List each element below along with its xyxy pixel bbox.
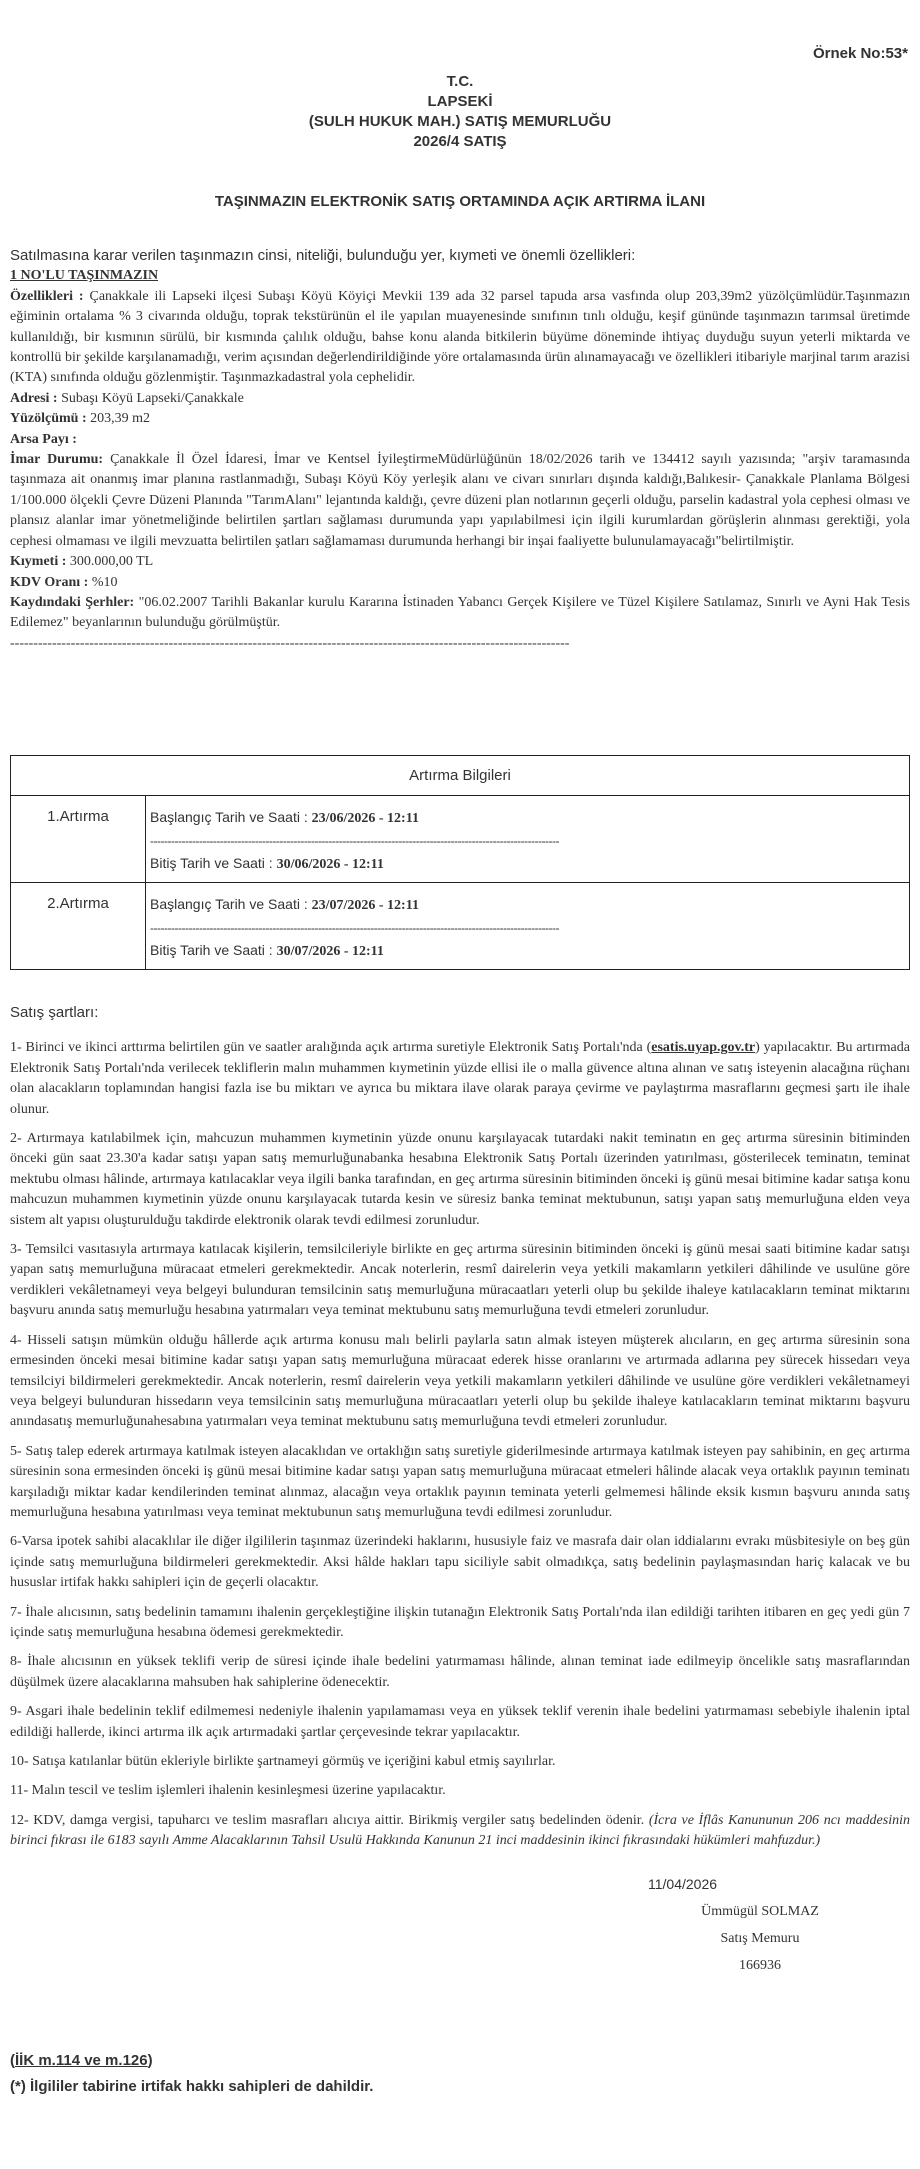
auction-start-label: Başlangıç Tarih ve Saati : — [150, 896, 312, 912]
property-area — [10, 409, 910, 429]
auction-row-label: 1.Artırma — [11, 796, 146, 883]
vat-label: KDV Oranı : — [10, 574, 89, 590]
term-item: 7- İhale alıcısının, satış bedelinin tamamını ihalenin gerçekleştiğine ilişkin tutanağın Elektronik Satış Portalı'nda ilan edildiği tarihten itibaren en geç yedi gün 7 içinde satış memurluğuna hesabına ödemesi gerekmektedir. — [10, 1604, 910, 1640]
value-label: Kıymeti : — [10, 554, 67, 570]
signer-name: Ümmügül SOLMAZ — [701, 1904, 819, 1919]
term-1-text-b: ) yapılacaktır. Bu artırmada Elektronik Satış Portalı'nda verilecek tekliflerin malın muhammen kıymetinin yüzde ellisi ile o malla güvence altına alınan ve satış isteyenin alacağına rüçhanı olan alacakların toplamından hangisi fazla ise bu miktarı ve ayrıca bu miktara ilave olarak paraya çevirme ve paylaştırma masraflarını geçmesi şartı ile ihale olunur. — [10, 1040, 910, 1117]
auction-table-header-row — [11, 756, 910, 796]
property-section — [10, 246, 910, 654]
auction-table — [10, 755, 910, 970]
header-line-3: (SULH HUKUK MAH.) SATIŞ MEMURLUĞU — [308, 113, 612, 130]
auction-start-value: 23/07/2026 - 12:11 — [311, 898, 419, 913]
term-item: 2- Artırmaya katılabilmek için, mahcuzun muhammen kıymetinin yüzde onunu karşılayacak tutardaki nakit teminatın en geç artırma süresinin bitiminden önceki gün saat 23.30'a kadar satışı yapan satış memurluğunabanka hesabına Elektronik Satış Portalı üzerinden yatırılması, gösterilecek teminatın, teminat mektubu olması hâlinde, artırmaya katılacaklar veya ilgili banka tarafından, en geç artırma süresinin bitiminden önceki iş günü mesai bitimine kadar satışa konu mahcuzun muhammen kıymetinin yüzde onunu karşılayacak tutarda kesin ve süresiz banka teminat mektubunun, satışı yapan satış memurluğuna elden veya sistem alt yapısı oluşturulduğu takdirde elektronik olarak tevdi edilmesi zorunludur. — [10, 1131, 910, 1228]
auction-end-label: Bitiş Tarih ve Saati : — [150, 942, 277, 958]
property-features — [10, 287, 910, 389]
term-item: 10- Satışa katılanlar bütün ekleriyle birlikte şartnameyi görmüş ve içeriğini kabul etmiş sayılırlar. — [10, 1754, 556, 1769]
signer-title: Satış Memuru — [720, 1931, 800, 1946]
area-label: Yüzölçümü : — [10, 411, 87, 427]
term-item: 4- Hisseli satışın mümkün olduğu hâllerde açık artırma konusu malı belirli paylarla satın almak isteyen müşterek alıcıların, en geç artırma süresinin sona ermesinden önceki mesai bitimine kadar satışı yapan satış memurluğuna müracaat ederek hisse oranlarını ve artırmada adlarına pey sürecek hissedarı veya temsilciyi bildirmeleri gerekmektedir. Ancak noterlerin, resmî dairelerin veya yetkili makamların yetkileri dâhilinde ve usulüne göre verdikleri vekâletnameyi veya belgeyi bulunduran hissedarın veya temsilcinin satış memurluğuna müracaatları yeterli olup bu şekilde ihaleye katılacakların teminat miktarını başvuru anındasatış memurluğunahesabına yatırmaları veya teminat mektubunu satış memurluğuna tevdi etmeleri zorunludur. — [10, 1332, 910, 1430]
auction-row-divider: --------------------------------------------------------------------------------------------------------------------- — [150, 921, 560, 935]
term-item: 11- Malın tescil ve teslim işlemleri ihalenin kesinleşmesi üzerine yapılacaktır. — [10, 1783, 446, 1799]
property-restrictions — [10, 593, 910, 634]
auction-row-dates — [146, 883, 910, 970]
auction-end — [150, 939, 905, 963]
signature-date: 11/04/2026 — [648, 1876, 718, 1892]
sale-terms — [10, 1003, 910, 1861]
esatis-link[interactable]: esatis.uyap.gov.tr — [651, 1040, 756, 1056]
address-label: Adresi : — [10, 390, 58, 406]
value-text: 300.000,00 TL — [66, 554, 154, 570]
header-line-4: 2026/4 SATIŞ — [413, 133, 507, 150]
restriction-label: Kaydındaki Şerhler: — [10, 594, 135, 610]
auction-start-value: 23/06/2026 - 12:11 — [311, 811, 419, 826]
term-12-text: 12- KDV, damga vergisi, tapuharcı ve teslim masrafları alıcıya aittir. Birikmiş vergiler satış bedelinden ödenir. — [10, 1812, 649, 1828]
auction-end — [150, 852, 905, 876]
footnote-paren-open: ( — [10, 2052, 15, 2069]
term-item — [10, 1811, 910, 1852]
auction-end-value: 30/07/2026 - 12:11 — [276, 944, 384, 959]
address-text: Subaşı Köyü Lapseki/Çanakkale — [57, 390, 244, 406]
auction-start — [150, 806, 905, 830]
header-line-2: LAPSEKİ — [427, 93, 493, 110]
features-text: Çanakkale ili Lapseki ilçesi Subaşı Köyü Köyiçi Mevkii 139 ada 32 parsel tapuda arsa vasfında olup 203,39m2 yüzölçümlüdür.Taşınmazın eğiminin ortalama % 3 civarında olduğu, toprak tekstürünün el ile yapılan muayenesinde sınıfının tınlı olduğu, keşif gününde taşınmazın tarımsal üretimde kullanıldığı, bir kısmının sürülü, bir kısmında çalılık olduğu, bahse konu alanda bitkilerin büyüme döneminde ihtiyaç duyduğu suyun yeterli miktarda ve kontrollü bir şekilde karşılanamadığı, verim açısından değerlendirildiğinde yöre ortalamasında ürün alınamayacağı ve özellikleri itibariyle marjinal tarım arazisi (KTA) sınıfında olduğu gözlenmiştir. Taşınmazkadastral yola cephelidir. — [10, 288, 910, 386]
term-item: 3- Temsilci vasıtasıyla artırmaya katılacak kişilerin, temsilcileriyle birlikte en geç artırma süresinin bitiminden önceki iş günü mesai saati bitimine kadar satışı yapan satış memurluğuna müracaat etmeleri gerekmektedir. Ancak noterlerin, resmî dairelerin veya yetkili makamların yetkileri dâhilinde ve usulüne göre verdikleri vekâletnameyi veya belgeyi bulunduran temsilcinin satış memurluğuna müracaatları yeterli olup bu şekilde ihaleye katılacakların teminat miktarını başvuru anında satış memurluğu hesabına yatırmaları veya teminat mektubunu satış memurluğuna tevdi etmeleri zorunludur. — [10, 1242, 910, 1319]
auction-end-label: Bitiş Tarih ve Saati : — [150, 855, 277, 871]
footnote-stakeholders: (*) İlgililer tabirine irtifak hakkı sahipleri de dahildir. — [10, 2078, 374, 2095]
auction-row-label: 2.Artırma — [11, 883, 146, 970]
zoning-text: Çanakkale İl Özel İdaresi, İmar ve Kentsel İyileştirmeMüdürlüğünün 18/02/2026 tarih ve 134412 sayılı yazısında; "arşiv taramasında taşınmaza ait onanmış imar planına rastlanmadığı, Subaşı Köyü Köy yerleşik alanı ve civarı sınırları dışında kaldığı,Balıkesir- Çanakkale Planlama Bölgesi 1/100.000 ölçekli Çevre Düzeni Planında "TarımAlanı" lejantında kaldığı, çevre düzeni plan notlarının geçerli olduğu, parselin kadastral yola cephesi olması ve plansız alanlar imar yönetmeliğinde belirtilen şartları sağlaması durumunda yapı yapılabilmesi için ilgili kurumlardan görüşlerin alınması gerektiği, yola cephesi olmaması ve ilgili mevzuatta belirtilen şatları sağlamaması durumunda herhangi bir inşai faaliyette bulunulamayacağı"belirtilmiştir. — [10, 452, 910, 549]
auction-row-divider: --------------------------------------------------------------------------------------------------------------------- — [150, 834, 560, 848]
vat-text: %10 — [88, 574, 118, 590]
announcement-title: TAŞINMAZIN ELEKTRONİK SATIŞ ORTAMINDA AÇIK ARTIRMA İLANI — [214, 193, 706, 210]
features-label: Özellikleri : — [10, 288, 84, 304]
terms-title: Satış şartları: — [10, 1004, 99, 1021]
property-heading: 1 NO'LU TAŞINMAZIN — [10, 268, 159, 284]
property-zoning — [10, 450, 910, 552]
footnote-paren-close: ) — [147, 2052, 153, 2069]
term-item: 6-Varsa ipotek sahibi alacaklılar ile diğer ilgililerin taşınmaz üzerindeki haklarını, hususiyle faiz ve masrafa dair olan iddialarını evrakı müsbitesiyle on beş gün içinde satış memurluğuna bildirmeleri gerekmektedir. Aksi hâlde hakları tapu siciliyle sabit olmadıkça, satış bedelinin paylaşmasından hariç kalacak ve bu hususlar irtifak hakkı sahipleri için de geçerli olacaktır. — [10, 1534, 910, 1591]
property-intro: Satılmasına karar verilen taşınmazın cinsi, niteliği, bulunduğu yer, kıymeti ve önemli özellikleri: — [10, 247, 636, 264]
property-vat — [10, 573, 910, 593]
zoning-label: İmar Durumu: — [10, 452, 104, 468]
auction-end-value: 30/06/2026 - 12:11 — [276, 857, 384, 872]
signer-number: 166936 — [739, 1958, 781, 1973]
footnote-law-reference — [10, 2052, 153, 2069]
term-item — [10, 1038, 910, 1120]
auction-row — [11, 883, 910, 970]
share-label: Arsa Payı : — [10, 431, 77, 447]
area-text: 203,39 m2 — [86, 411, 151, 427]
term-item: 9- Asgari ihale bedelinin teklif edilmemesi nedeniyle ihalenin yapılamaması veya en yüksek teklif verenin ihale bedelini yatırmaması sebebiyle ihalenin iptal edildiği hallerde, ikinci artırma ilk açık artırmadaki şartlar çerçevesinde tekrar yapılacaktır. — [10, 1704, 910, 1740]
auction-start — [150, 893, 905, 917]
header-line-1: T.C. — [446, 73, 474, 90]
auction-start-label: Başlangıç Tarih ve Saati : — [150, 809, 312, 825]
office-header — [0, 72, 920, 152]
auction-table-title: Artırma Bilgileri — [11, 756, 910, 796]
term-item: 5- Satış talep ederek artırmaya katılmak isteyen alacaklıdan ve ortaklığın satış suretiyle giderilmesinde artırmaya katılmak isteyen pay sahibinin, en geç artırma süresinin sona ermesinden önceki iş günü mesai bitimine kadar satışı yapan satış memurluğuna müracaat etmeleri hâlinde alacak veya ortaklık payının teminatı karşıladığı miktar kadar kendilerinden teminat alınmaz, alacağın veya ortaklık payının teminata yeterli gelmemesi hâlinde eksik kısmın başvuru anında satış memurluğuna hesabına yatırılması veya teminat mektubunun satış memurluğuna tevdi edilmesi zorunludur. — [10, 1443, 910, 1520]
term-12-law-note: (İcra ve İflâs Kanununun 206 ncı maddesinin birinci fıkrası ile 6183 sayılı Amme Alacaklarının Tahsil Usulü Hakkında Kanunun 21 inci maddesinin ikinci fıkrasındaki hükümleri mahfuzdur.) — [10, 1812, 911, 1849]
auction-row-dates — [146, 796, 910, 883]
property-value — [10, 552, 910, 572]
property-address — [10, 389, 910, 409]
auction-row — [11, 796, 910, 883]
restriction-text: "06.02.2007 Tarihli Bakanlar kurulu Kararına İstinaden Yabancı Gerçek Kişilere ve Tüzel Kişilere Satılamaz, Sınırlı ve Ayni Hak Tesis Edilemez" beyanlarının bulunduğu görülmüştür. — [10, 594, 911, 631]
property-share — [10, 430, 910, 450]
term-item: 8- İhale alıcısının en yüksek teklifi verip de süresi içinde ihale bedelini yatırmaması hâlinde, alınan teminat iade edilmeyip öncelikle satış masraflarından düşülmek üzere alacaklarına mahsuben hak sahiplerine ödenecektir. — [10, 1654, 910, 1690]
property-separator: ------------------------------------------------------------------------------------------------------------------------ — [10, 635, 570, 651]
sample-number: Örnek No:53* — [812, 45, 908, 62]
law-reference-link[interactable]: İİK m.114 ve m.126 — [15, 2052, 148, 2069]
term-1-text-a: 1- Birinci ve ikinci arttırma belirtilen gün ve saatler aralığında açık artırma suretiyle Elektronik Satış Portalı'nda ( — [10, 1040, 652, 1056]
